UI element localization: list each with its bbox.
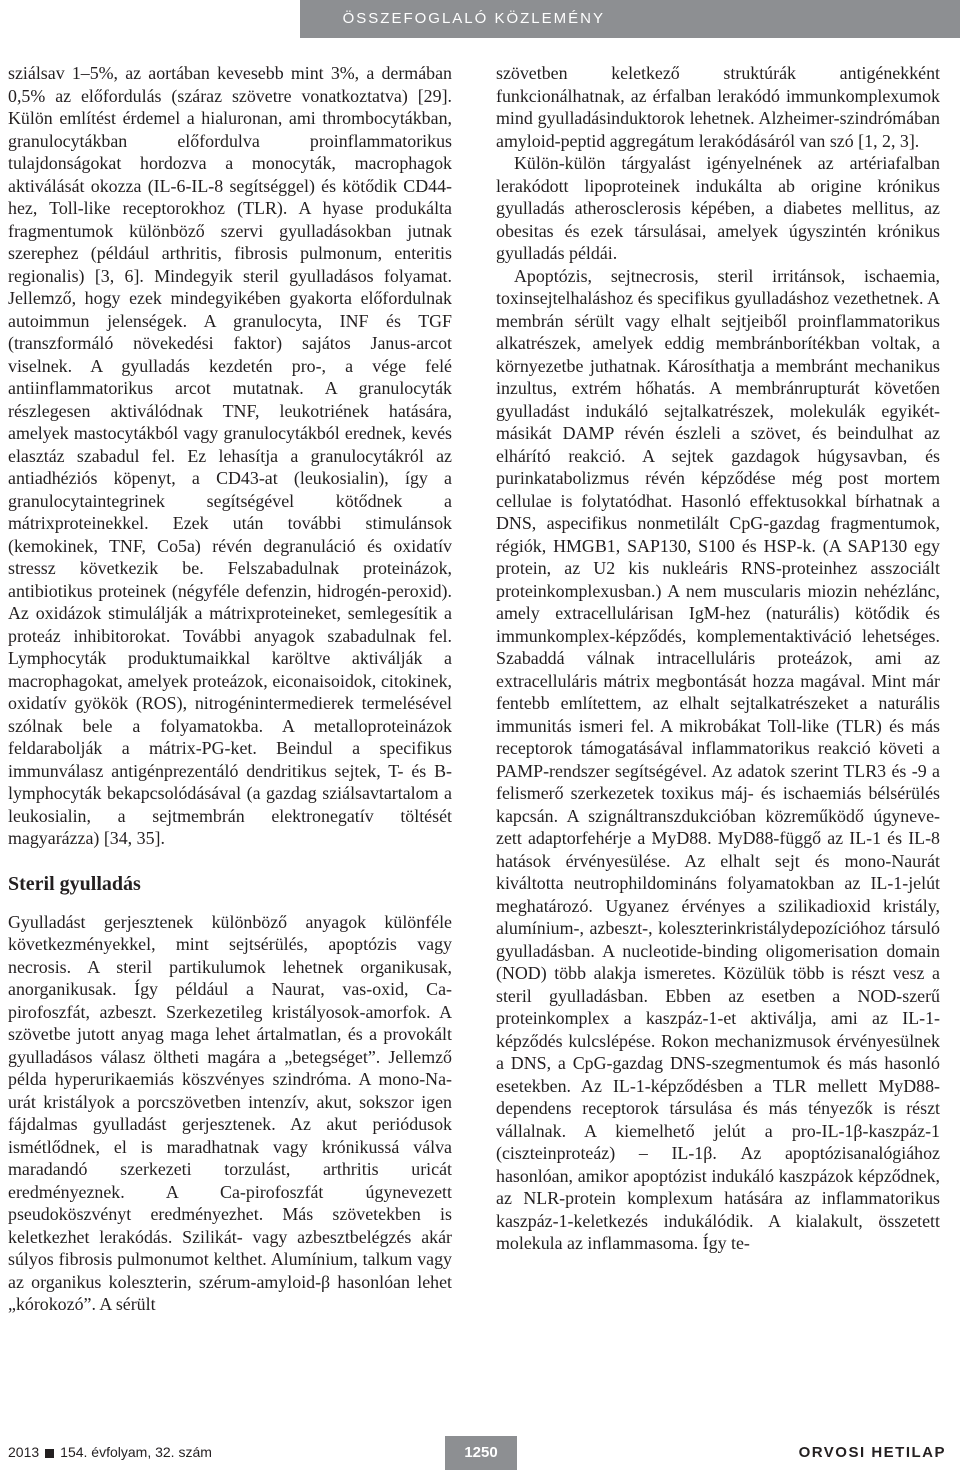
left-column — [8, 62, 452, 1316]
square-bullet-icon — [45, 1449, 54, 1458]
left-paragraph-1: sziálsav 1–5%, az aortában kevesebb mint 3%, a dermában 0,5% az előfordulás (száraz szövetre vonatkoztatva) [29]. Külön említést érdemel a hialuronan, ami thrombocytákban, granulocytákban előfordulva proinflammatorikus tulajdonságokat hordozva a monocyták, macrophagok aktiválását okozza (IL-6-IL-8 segítséggel) és kötődik CD44-hez, Toll-like receptorokhoz (TLR). A hyase produkálta fragmentumok különböző szervi gyulladásokban jutnak szerephez (például arthritis, fibrosis pulmonum, enteritis regionalis) [3, 6]. Mindegyik steril gyulladásos folyamat. Jellemző, hogy ezek mindegyikében gyakorta előfordulnak autoimmun jelenségek. A granulocyta, INF és TGF (transzformáló növekedési faktor) sajátos Janus-arcot viselnek. A gyulladás kezdetén pro-, a vége felé antiinflammatorikus arcot mutatnak. A granulocyták részlegesen aktiválódnak TNF, leukotriének hatására, amelyek mastocytákból vagy granulocytákból erednek, kevés elasztáz szabadul fel. Ez lehasítja a granulocytákról az antiadhéziós köpenyt, a CD43-at (leukosialin), így a granulocytaintegrinek segítségével kötődnek a mátrixproteinekkel. Ezek után további stimulánsok (kemokinek, TNF, Co5a) révén degranuláció és oxidatív stressz következik be. Felszabadulnak proteinázok, antibiotikus proteinek (négyféle defenzin, hidrogén-peroxid). Az oxidázok stimulálják a mátrixproteineket, semlegesítik a proteáz inhibitorokat. További anyagok szabadulnak fel. Lymphocyták produktumaikkal karöltve aktiválják a macrophagokat, amelyek proteázok, eiconaisoidok, citokinek, oxidatív gyökök (ROS), nitrogénintermedierek termelésével szólnak bele a folyamatokba. A metalloproteinázok feldarabolják a mátrix-PG-ket. Beindul a specifikus immunválasz antigénprezentáló dendritikus sejtek, T- és B-lymphocyták bekapcsolódásával (a gazdag sziálsavtartalom a leukosialin, a sejtmembrán elektronegatív töltését magyarázza) [34, 35]. — [8, 63, 452, 848]
right-paragraph-3: Apoptózis, sejtnecrosis, steril irritánsok, ischaemia, toxinsejtelhaláshoz és specifikus gyulladáshoz vezethetnek. A membrán sérült vagy elhalt sejtjeiből proinflammatorikus alkatrészek, amelyek eddig membránborítékban voltak, a környezetbe juthatnak. Károsíthatja a membránt mechanikus inzultus, extrém hőhatás. A membránrupturát követően gyulladást indukáló sejtalkatrészek, molekulák egyikét-másikát DAMP révén észleli a szövet, és beindulhat az elhárító reakció. A sejtek gazdagok húgysavban, és purinkatabolizmus révén képződése még post mortem cellulae is folytatódhat. Hasonló effektusokkal bírhatnak a DNS, aspecifikus nonmetilált CpG-gazdag fragmentumok, régiók, HMGB1, SAP130, S100 és HSP-k. (A SAP130 egy protein, az U2 kis nukleáris RNS-proteinhez asszociált proteinkomplexusban.) A nem muscularis miozin nehézlánc, amely extracellulárisan IgM-hez (naturális) kötődik és immunkomplex-képződés, komplementaktiváció lehetséges. Szabaddá válnak intracelluláris proteázok, ami az extracelluláris mátrix megbontását hozza magával. Mint már fentebb említettem, az elhalt sejtalkatrészeket a naturális immunitás ismeri fel. A mikrobákat Toll-like (TLR) és más receptorok támogatásával inflammatorikus reakció követi a PAMP-rendszer segítségével. Az adatok szerint TLR3 és -9 a felismerő szerkezetek toxikus máj- és ischaemiás bélsérülés kapcsán. A szignáltranszdukcióban közreműködő úgyneve-zett adaptorfehérje a MyD88. MyD88-függő az IL-1 és IL-8 hatások érvényesülése. Az elhalt sejt és mono-Naurát kiváltotta neutrophildomináns folyamatokban az IL-1-jelút meghatározó. Ugyanez érvényes a szilikadioxid kristály, alumínium-, azbeszt-, koleszterinkristálydepozícióhoz társuló gyulladásban. A nucleotide-binding oligomerisation domain (NOD) több alakja ismeretes. Közülük több is részt vesz a steril gyulladásban. Ebben az esetben a NOD-szerű proteinkomplex a kaszpáz-1-et aktiválja, ami az IL-1-képződés kulcslépése. Rokon mechanizmusok érvényesülnek a DNS, a CpG-gazdag DNS-szegmentumok és más hasonló esetekben. Az IL-1-képződésben a TLR mellett MyD88-dependens receptorok társulása és más tényezők is részt vállalnak. A kiemelhető jelút a pro-IL-1β-kaszpáz-1 (ciszteinproteáz) – IL-1β. Az apoptózisanalógiához hasonlóan, amikor apoptózist indukáló kaszpázok képződnek, az NLR-protein komplexum hatására az inflammatorikus kaszpáz-1-keletkezés indukálódik. A kialakult, összetett molekula az inflammasoma. Így te- — [496, 265, 940, 1253]
right-column — [496, 62, 940, 1255]
footer-issue-info — [8, 1444, 212, 1460]
page-footer — [0, 1436, 960, 1470]
footer-year: 2013 — [8, 1444, 40, 1460]
right-paragraph-1: szövetben keletkező struktúrák antigénekként funkcionálhatnak, az érfalban lerakódó immunkomplexumok mind gyulladásinduktorok lehetnek. Alzheimer-szindrómában amyloid-peptid aggregátum lerakódásáról van szó [1, 2, 3]. — [496, 63, 940, 151]
journal-name: ORVOSI HETILAP — [798, 1444, 946, 1461]
right-paragraph-2: Külön-külön tárgyalást igényelnének az artériafalban lerakódott lipoproteinek indukálta ab origine krónikus gyulladás atherosclerosis képében, a diabetes mellitus, az obesitas és ezek társulásai, amelyek úgyszintén krónikus gyulladás példái. — [496, 153, 940, 263]
section-label: ÖSSZEFOGLALÓ KÖZLEMÉNY — [342, 10, 605, 27]
page-number: 1250 — [445, 1436, 517, 1470]
footer-volume: 154. évfolyam, 32. szám — [60, 1444, 212, 1460]
header-bar — [300, 0, 960, 38]
section-heading: Steril gyulladás — [8, 872, 141, 895]
left-paragraph-2: Gyulladást gerjesztenek különböző anyagok különféle következményekkel, mint sejtsérülés, apoptózis vagy necrosis. A steril partikulumok lehetnek organikusak, anorganikusak. Így például a Naurat, vas-oxid, Ca-pirofoszfát, azbeszt. Szerkezetileg kristályosok-amorfok. A szövetbe jutott anyag maga lehet ártalmatlan, és a provokált gyulladásos válasz öltheti magára a „betegséget”. Jellemző példa hyperurikaemiás köszvényes szindróma. A mono-Na-urát kristályok a porcszövetben intenzív, akut, sokszor igen fájdalmas gyulladást gerjesztenek. Az akut periódusok ismétlődnek, el is maradhatnak vagy krónikussá válva maradandó szerkezeti torzulást, arthritis uricát eredményeznek. A Ca-pirofoszfát úgynevezett pseudoköszvényt eredményezhet. Más szövetekben is keletkezhet lerakódás. Szilikát- vagy azbesztbelégzés akár súlyos fibrosis pulmonumot kelthet. Alumínium, talkum vagy az organikus koleszterin, szérum-amyloid-β hasonlóan lehet „kórokozó”. A sérült — [8, 911, 452, 1314]
